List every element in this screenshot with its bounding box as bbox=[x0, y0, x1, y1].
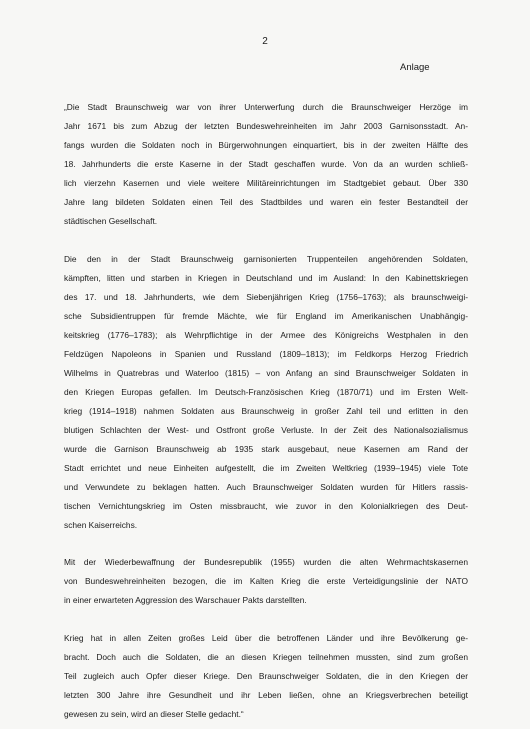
text-line: gewesen zu sein, wird an dieser Stelle gedacht.“ bbox=[64, 709, 244, 719]
page-number: 2 bbox=[262, 36, 268, 47]
text-line: den Kriegen Europas gefallen. Im Deutsch-Französischen Krieg (1870/71) und im Ersten Welt- bbox=[64, 387, 468, 397]
text-line: des 17. und 18. Jahrhunderts, wie dem Siebenjährigen Krieg (1756–1763); als braunschweigi- bbox=[64, 292, 468, 302]
text-line: in einer erwarteten Aggression des Warschauer Pakts darstellten. bbox=[64, 595, 307, 605]
text-line: „Die Stadt Braunschweig war von ihrer Unterwerfung durch die Braunschweiger Herzöge im bbox=[64, 102, 468, 112]
text-line: Jahre lang bildeten Soldaten einen Teil des Stadtbildes und waren ein fester Bestandteil der bbox=[64, 197, 468, 207]
text-line: Wilhelms in Quatrebras und Waterloo (1815) – von Anfang an sind Braunschweiger Soldaten in bbox=[64, 368, 468, 378]
text-line: sche Subsidientruppen für fremde Mächte, wie für England im Amerikanischen Unabhängig- bbox=[64, 311, 468, 321]
text-line: Stadt errichtet und neue Einheiten aufgestellt, die im Zweiten Weltkrieg (1939–1945) viele Tote bbox=[64, 463, 468, 473]
text-line: und Verwundete zu beklagen hatten. Auch Braunschweiger Soldaten wurden für Hitlers rassis- bbox=[64, 482, 468, 492]
text-line: kämpften, litten und starben in Kriegen in Deutschland und im Ausland: In den Kabinettskriegen bbox=[64, 273, 468, 283]
text-line: keitskrieg (1776–1783); als Wehrpflichtige in der Armee des Königreichs Westphalen in den bbox=[64, 330, 468, 340]
text-line: krieg (1914–1918) nahmen Soldaten aus Braunschweig in großer Zahl teil und erlitten in den bbox=[64, 406, 468, 416]
text-line: von Bundeswehreinheiten bezogen, die im Kalten Krieg die erste Verteidigungslinie der NATO bbox=[64, 576, 468, 586]
annex-label: Anlage bbox=[400, 62, 430, 73]
text-line: städtischen Gesellschaft. bbox=[64, 216, 158, 226]
text-line: Feldzügen Napoleons in Spanien und Russland (1809–1813); im Feldkorps Herzog Friedrich bbox=[64, 349, 468, 359]
text-line: 18. Jahrhunderts die erste Kaserne in der Stadt geschaffen wurde. Von da an wurden schließ- bbox=[64, 159, 468, 169]
text-line: Teil zugleich auch Opfer dieser Kriege. Den Braunschweiger Soldaten, die in den Kriegen der bbox=[64, 671, 468, 681]
text-line: lich vierzehn Kasernen und viele weitere Militäreinrichtungen im Stadtgebiet gebaut. Über 330 bbox=[64, 178, 468, 188]
text-line: Die den in der Stadt Braunschweig garnisonierten Truppenteilen angehörenden Soldaten, bbox=[64, 254, 468, 264]
text-line: tischen Vernichtungskrieg im Osten missbraucht, wie zuvor in den Kolonialkriegen des Deut- bbox=[64, 501, 468, 511]
text-line: Jahr 1671 bis zum Abzug der letzten Bundeswehreinheiten im Jahr 2003 Garnisonsstadt. An- bbox=[64, 121, 468, 131]
text-line: Mit der Wiederbewaffnung der Bundesrepublik (1955) wurden die alten Wehrmachtskasernen bbox=[64, 557, 468, 567]
text-line: letzten 300 Jahre ihre Gesundheit und ihr Leben ließen, ohne an Kriegsverbrechen beteiligt bbox=[64, 690, 468, 700]
text-line: Krieg hat in allen Zeiten großes Leid über die betroffenen Länder und ihre Bevölkerung ge- bbox=[64, 633, 468, 643]
text-line: wurde die Garnison Braunschweig ab 1935 stark ausgebaut, neue Kasernen am Rand der bbox=[64, 444, 468, 454]
text-line: schen Kaiserreichs. bbox=[64, 520, 138, 530]
text-line: fangs wurden die Soldaten noch in Bürgerwohnungen einquartiert, bis in der zweiten Hälfte des bbox=[64, 140, 468, 150]
text-line: blutigen Schlachten der West- und Ostfront große Verluste. In der Zeit des Nationalsozialismus bbox=[64, 425, 468, 435]
text-line: bracht. Doch auch die Soldaten, die an diesen Kriegen teilnehmen mussten, sind zum großen bbox=[64, 652, 468, 662]
